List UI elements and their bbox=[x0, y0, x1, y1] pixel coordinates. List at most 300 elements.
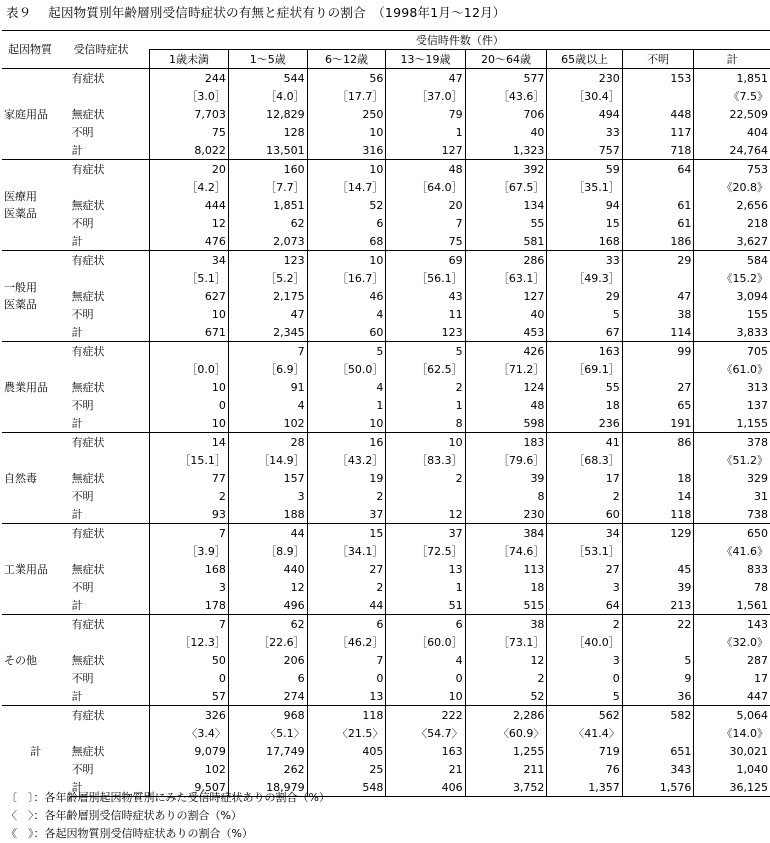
table-cell: 440 bbox=[228, 560, 307, 578]
table-cell: 627 bbox=[150, 287, 229, 305]
table-cell: ［4.2］ bbox=[150, 178, 229, 196]
symptom-label: 不明 bbox=[71, 307, 94, 321]
table-cell: ［63.1］ bbox=[465, 269, 547, 287]
table-row bbox=[2, 269, 770, 287]
table-cell: 11 bbox=[386, 305, 465, 323]
table-cell: 1,851 bbox=[228, 196, 307, 214]
table-cell bbox=[386, 487, 465, 505]
table-cell: 〈3.4〉 bbox=[150, 724, 229, 742]
table-cell: 598 bbox=[465, 414, 547, 433]
table-cell: 8 bbox=[386, 414, 465, 433]
header-age-3: 13～19歳 bbox=[386, 50, 465, 69]
table-cell: 52 bbox=[465, 687, 547, 706]
note-line: 〈 〉：各年齢層別受信時症状ありの割合（%） bbox=[6, 809, 242, 822]
table-cell: 651 bbox=[622, 742, 694, 760]
symptom-label: 不明 bbox=[71, 489, 94, 503]
table-cell: 12 bbox=[465, 651, 547, 669]
table-cell: 444 bbox=[150, 196, 229, 214]
table-cell: 7 bbox=[150, 524, 229, 543]
table-cell: 3,752 bbox=[465, 778, 547, 797]
table-cell: 406 bbox=[386, 778, 465, 797]
table-cell: ［30.4］ bbox=[547, 87, 622, 105]
table-cell: 67 bbox=[547, 323, 622, 342]
table-cell: 19 bbox=[307, 469, 386, 487]
table-cell: 2 bbox=[465, 669, 547, 687]
table-cell: 52 bbox=[307, 196, 386, 214]
table-cell: 3,833 bbox=[694, 323, 770, 342]
table-cell: 230 bbox=[465, 505, 547, 524]
table-cell: 3 bbox=[547, 578, 622, 596]
table-row bbox=[2, 69, 770, 88]
symptom-label: 計 bbox=[70, 232, 150, 251]
symptom-label: 有症状 bbox=[70, 706, 150, 725]
table-cell: 〈60.9〉 bbox=[465, 724, 547, 742]
table-cell: 7 bbox=[150, 615, 229, 634]
table-cell: 39 bbox=[622, 578, 694, 596]
table-cell: 211 bbox=[465, 760, 547, 778]
table-cell: 378 bbox=[694, 433, 770, 452]
table-cell: 14 bbox=[150, 433, 229, 452]
table-cell: 326 bbox=[150, 706, 229, 725]
table-row bbox=[2, 396, 770, 414]
table-row bbox=[2, 615, 770, 634]
table-cell: 10 bbox=[307, 123, 386, 141]
table-cell: 18 bbox=[622, 469, 694, 487]
table-cell: 29 bbox=[547, 287, 622, 305]
table-cell: 183 bbox=[465, 433, 547, 452]
table-cell: 213 bbox=[622, 596, 694, 615]
table-cell: 719 bbox=[547, 742, 622, 760]
table-cell bbox=[622, 724, 694, 742]
table-cell: 191 bbox=[622, 414, 694, 433]
table-cell: 2,345 bbox=[228, 323, 307, 342]
table-cell bbox=[150, 342, 229, 361]
symptom-label: 計 bbox=[70, 778, 150, 797]
table-cell: 168 bbox=[547, 232, 622, 251]
table-cell: 55 bbox=[547, 378, 622, 396]
category-label: 計 bbox=[2, 706, 70, 797]
table-cell: 2 bbox=[307, 578, 386, 596]
table-row bbox=[2, 505, 770, 524]
table-cell: 3,094 bbox=[694, 287, 770, 305]
table-cell: 1 bbox=[386, 123, 465, 141]
table-cell: 12 bbox=[150, 214, 229, 232]
table-cell bbox=[622, 451, 694, 469]
table-cell: 17,749 bbox=[228, 742, 307, 760]
header-origin: 起因物質 bbox=[2, 31, 70, 69]
table-cell: 27 bbox=[307, 560, 386, 578]
table-cell: 34 bbox=[547, 524, 622, 543]
table-cell: 548 bbox=[307, 778, 386, 797]
data-table bbox=[2, 30, 770, 797]
symptom-label: 有症状 bbox=[70, 615, 150, 634]
symptom-label bbox=[70, 87, 150, 105]
table-cell: 64 bbox=[547, 596, 622, 615]
header-age-2: 6～12歳 bbox=[307, 50, 386, 69]
table-cell: 7 bbox=[307, 651, 386, 669]
table-cell: 5 bbox=[386, 342, 465, 361]
table-cell: 10 bbox=[307, 160, 386, 179]
table-cell: 3 bbox=[228, 487, 307, 505]
table-cell: 78 bbox=[694, 578, 770, 596]
table-cell: 236 bbox=[547, 414, 622, 433]
table-row bbox=[2, 633, 770, 651]
table-cell: 《14.0》 bbox=[694, 724, 770, 742]
table-cell: 757 bbox=[547, 141, 622, 160]
table-cell: 47 bbox=[622, 287, 694, 305]
table-title: 表９ 起因物質別年齢層別受信時症状の有無と症状有りの割合 （1998年1月～12月） bbox=[6, 5, 506, 20]
table-cell: 33 bbox=[547, 123, 622, 141]
table-cell: 47 bbox=[228, 305, 307, 323]
table-cell: 21 bbox=[386, 760, 465, 778]
table-cell: 57 bbox=[150, 687, 229, 706]
table-cell: 262 bbox=[228, 760, 307, 778]
table-cell: 9,079 bbox=[150, 742, 229, 760]
table-cell: 8 bbox=[465, 487, 547, 505]
table-cell: 75 bbox=[150, 123, 229, 141]
table-cell: 494 bbox=[547, 105, 622, 123]
table-cell: 27 bbox=[547, 560, 622, 578]
table-cell: 15 bbox=[547, 214, 622, 232]
table-cell: 329 bbox=[694, 469, 770, 487]
table-cell: 117 bbox=[622, 123, 694, 141]
table-cell: 582 bbox=[622, 706, 694, 725]
table-cell: 2 bbox=[307, 487, 386, 505]
table-cell: 671 bbox=[150, 323, 229, 342]
table-cell: 48 bbox=[465, 396, 547, 414]
table-cell: 6 bbox=[386, 615, 465, 634]
table-cell: ［40.0］ bbox=[547, 633, 622, 651]
table-cell: 18 bbox=[547, 396, 622, 414]
table-cell: ［60.0］ bbox=[386, 633, 465, 651]
table-cell: 〈5.1〉 bbox=[228, 724, 307, 742]
table-cell: 738 bbox=[694, 505, 770, 524]
symptom-label: 無症状 bbox=[71, 562, 105, 576]
table-cell: ［69.1］ bbox=[547, 360, 622, 378]
table-cell: 28 bbox=[228, 433, 307, 452]
symptom-label bbox=[70, 724, 150, 742]
note-line: 〔 〕：各年齢層別起因物質別にみた受信時症状ありの割合（%） bbox=[6, 791, 330, 804]
symptom-label: 不明 bbox=[71, 398, 94, 412]
table-cell: 86 bbox=[622, 433, 694, 452]
table-cell: 9 bbox=[622, 669, 694, 687]
symptom-label: 計 bbox=[70, 141, 150, 160]
table-cell: 316 bbox=[307, 141, 386, 160]
symptom-label: 不明 bbox=[71, 671, 94, 685]
category-label: その他 bbox=[2, 615, 70, 706]
table-cell: 5,064 bbox=[694, 706, 770, 725]
table-cell: 1,576 bbox=[622, 778, 694, 797]
table-cell: ［35.1］ bbox=[547, 178, 622, 196]
table-cell: 968 bbox=[228, 706, 307, 725]
table-cell: 128 bbox=[228, 123, 307, 141]
table-cell: ［43.2］ bbox=[307, 451, 386, 469]
table-cell: 705 bbox=[694, 342, 770, 361]
category-label: 一般用 医薬品 bbox=[2, 251, 70, 342]
table-cell: 10 bbox=[386, 687, 465, 706]
table-cell: 5 bbox=[307, 342, 386, 361]
table-cell: 30,021 bbox=[694, 742, 770, 760]
table-cell: ［5.2］ bbox=[228, 269, 307, 287]
table-cell: 206 bbox=[228, 651, 307, 669]
table-cell: 1,851 bbox=[694, 69, 770, 88]
table-row bbox=[2, 724, 770, 742]
table-cell: 36,125 bbox=[694, 778, 770, 797]
table-cell: 0 bbox=[547, 669, 622, 687]
table-cell: ［14.7］ bbox=[307, 178, 386, 196]
table-cell: 3,627 bbox=[694, 232, 770, 251]
symptom-label bbox=[70, 542, 150, 560]
table-cell: 426 bbox=[465, 342, 547, 361]
symptom-label bbox=[70, 178, 150, 196]
symptom-label: 不明 bbox=[71, 580, 94, 594]
table-cell: 48 bbox=[386, 160, 465, 179]
table-cell: 69 bbox=[386, 251, 465, 270]
table-cell: 24,764 bbox=[694, 141, 770, 160]
table-cell: ［34.1］ bbox=[307, 542, 386, 560]
table-cell: 62 bbox=[228, 214, 307, 232]
table-cell: 447 bbox=[694, 687, 770, 706]
header-group: 受信時件数（件） bbox=[150, 31, 770, 50]
table-cell: ［83.3］ bbox=[386, 451, 465, 469]
table-cell: 99 bbox=[622, 342, 694, 361]
table-cell: 8,022 bbox=[150, 141, 229, 160]
table-cell: 0 bbox=[307, 669, 386, 687]
category-label: 自然毒 bbox=[2, 433, 70, 524]
table-row bbox=[2, 433, 770, 452]
table-cell: 404 bbox=[694, 123, 770, 141]
table-cell: 515 bbox=[465, 596, 547, 615]
table-cell: 91 bbox=[228, 378, 307, 396]
table-row bbox=[2, 524, 770, 543]
table-row bbox=[2, 669, 770, 687]
table-row bbox=[2, 542, 770, 560]
table-cell: 62 bbox=[228, 615, 307, 634]
table-cell: 7 bbox=[386, 214, 465, 232]
symptom-label: 計 bbox=[70, 687, 150, 706]
table-row bbox=[2, 87, 770, 105]
table-cell: 29 bbox=[622, 251, 694, 270]
table-cell: 20 bbox=[386, 196, 465, 214]
table-cell: 250 bbox=[307, 105, 386, 123]
table-cell bbox=[622, 633, 694, 651]
table-row bbox=[2, 287, 770, 305]
table-cell: 51 bbox=[386, 596, 465, 615]
table-cell: 4 bbox=[307, 305, 386, 323]
table-row bbox=[2, 251, 770, 270]
symptom-label: 有症状 bbox=[70, 251, 150, 270]
table-cell: 〈54.7〉 bbox=[386, 724, 465, 742]
table-cell: ［14.9］ bbox=[228, 451, 307, 469]
table-cell: 0 bbox=[150, 669, 229, 687]
symptom-label: 有症状 bbox=[70, 433, 150, 452]
table-cell: 384 bbox=[465, 524, 547, 543]
header-age-4: 20～64歳 bbox=[465, 50, 547, 69]
table-cell: 60 bbox=[307, 323, 386, 342]
table-cell: 94 bbox=[547, 196, 622, 214]
table-cell: 59 bbox=[547, 160, 622, 179]
table-cell: 2,286 bbox=[465, 706, 547, 725]
table-cell: 22 bbox=[622, 615, 694, 634]
table-cell: 405 bbox=[307, 742, 386, 760]
table-cell: 31 bbox=[694, 487, 770, 505]
table-cell: 《15.2》 bbox=[694, 269, 770, 287]
table-cell: 56 bbox=[307, 69, 386, 88]
note-line: 《 》：各起因物質別受信時症状ありの割合（%） bbox=[6, 827, 253, 840]
table-cell: 2 bbox=[150, 487, 229, 505]
table-row bbox=[2, 742, 770, 760]
table-row bbox=[2, 469, 770, 487]
table-cell: 2,656 bbox=[694, 196, 770, 214]
table-cell: 2 bbox=[386, 378, 465, 396]
table-cell bbox=[622, 542, 694, 560]
symptom-label: 有症状 bbox=[70, 524, 150, 543]
symptom-label: 無症状 bbox=[71, 471, 105, 485]
table-cell: 1,323 bbox=[465, 141, 547, 160]
table-row bbox=[2, 487, 770, 505]
table-cell: 《61.0》 bbox=[694, 360, 770, 378]
table-cell: 40 bbox=[465, 123, 547, 141]
table-cell: 20 bbox=[150, 160, 229, 179]
table-cell: 10 bbox=[307, 251, 386, 270]
table-cell: 9,507 bbox=[150, 778, 229, 797]
symptom-label bbox=[70, 451, 150, 469]
table-cell: 4 bbox=[307, 378, 386, 396]
table-cell: ［50.0］ bbox=[307, 360, 386, 378]
table-cell: 1,255 bbox=[465, 742, 547, 760]
table-cell: 584 bbox=[694, 251, 770, 270]
table-cell: ［53.1］ bbox=[547, 542, 622, 560]
category-label: 工業用品 bbox=[2, 524, 70, 615]
table-cell: 50 bbox=[150, 651, 229, 669]
table-cell: 544 bbox=[228, 69, 307, 88]
table-cell: 118 bbox=[622, 505, 694, 524]
table-cell: 7 bbox=[228, 342, 307, 361]
table-cell: ［3.9］ bbox=[150, 542, 229, 560]
table-cell: ［16.7］ bbox=[307, 269, 386, 287]
table-cell: 4 bbox=[228, 396, 307, 414]
table-cell: 5 bbox=[622, 651, 694, 669]
table-cell: 93 bbox=[150, 505, 229, 524]
table-cell bbox=[622, 87, 694, 105]
table-cell: ［71.2］ bbox=[465, 360, 547, 378]
table-cell: 6 bbox=[307, 214, 386, 232]
table-cell: 1,155 bbox=[694, 414, 770, 433]
table-cell: ［43.6］ bbox=[465, 87, 547, 105]
table-cell: 6 bbox=[307, 615, 386, 634]
table-cell bbox=[622, 360, 694, 378]
table-cell: 64 bbox=[622, 160, 694, 179]
table-cell: 37 bbox=[307, 505, 386, 524]
table-cell: 34 bbox=[150, 251, 229, 270]
table-cell: 286 bbox=[465, 251, 547, 270]
symptom-label: 無症状 bbox=[71, 380, 105, 394]
symptom-label: 計 bbox=[70, 505, 150, 524]
table-cell: 186 bbox=[622, 232, 694, 251]
table-cell: 127 bbox=[386, 141, 465, 160]
table-row bbox=[2, 342, 770, 361]
table-cell: ［22.6］ bbox=[228, 633, 307, 651]
table-cell: 39 bbox=[465, 469, 547, 487]
table-cell: 706 bbox=[465, 105, 547, 123]
table-cell: 2,175 bbox=[228, 287, 307, 305]
table-cell: 12 bbox=[228, 578, 307, 596]
table-cell: 577 bbox=[465, 69, 547, 88]
table-cell: 2 bbox=[386, 469, 465, 487]
table-cell: 27 bbox=[622, 378, 694, 396]
table-row bbox=[2, 414, 770, 433]
table-cell: 5 bbox=[547, 687, 622, 706]
table-cell: 38 bbox=[622, 305, 694, 323]
table-cell: 476 bbox=[150, 232, 229, 251]
table-cell: 〈41.4〉 bbox=[547, 724, 622, 742]
table-cell: 47 bbox=[386, 69, 465, 88]
table-cell: ［74.6］ bbox=[465, 542, 547, 560]
table-cell: 230 bbox=[547, 69, 622, 88]
header-age-7: 計 bbox=[694, 50, 770, 69]
table-cell: ［12.3］ bbox=[150, 633, 229, 651]
table-row bbox=[2, 706, 770, 725]
table-cell: 448 bbox=[622, 105, 694, 123]
table-row bbox=[2, 687, 770, 706]
table-row bbox=[2, 214, 770, 232]
table-cell: 118 bbox=[307, 706, 386, 725]
table-cell: ［67.5］ bbox=[465, 178, 547, 196]
table-cell: ［64.0］ bbox=[386, 178, 465, 196]
table-row bbox=[2, 232, 770, 251]
table-cell: 〈21.5〉 bbox=[307, 724, 386, 742]
table-cell: 10 bbox=[307, 414, 386, 433]
table-cell: 38 bbox=[465, 615, 547, 634]
table-cell: 4 bbox=[386, 651, 465, 669]
table-row bbox=[2, 305, 770, 323]
table-cell: 178 bbox=[150, 596, 229, 615]
symptom-label: 有症状 bbox=[70, 160, 150, 179]
symptom-label: 不明 bbox=[71, 762, 94, 776]
table-cell: 13,501 bbox=[228, 141, 307, 160]
symptom-label: 計 bbox=[70, 596, 150, 615]
table-cell: 55 bbox=[465, 214, 547, 232]
table-cell: ［4.0］ bbox=[228, 87, 307, 105]
table-cell: 581 bbox=[465, 232, 547, 251]
table-cell: ［5.1］ bbox=[150, 269, 229, 287]
table-cell: 562 bbox=[547, 706, 622, 725]
table-cell: 168 bbox=[150, 560, 229, 578]
table-row bbox=[2, 451, 770, 469]
table-cell: 113 bbox=[465, 560, 547, 578]
table-cell: 79 bbox=[386, 105, 465, 123]
table-cell: ［79.6］ bbox=[465, 451, 547, 469]
table-row bbox=[2, 360, 770, 378]
table-cell: 77 bbox=[150, 469, 229, 487]
table-cell: 10 bbox=[150, 378, 229, 396]
table-cell: 163 bbox=[386, 742, 465, 760]
table-cell: ［56.1］ bbox=[386, 269, 465, 287]
table-cell: 3 bbox=[150, 578, 229, 596]
table-row bbox=[2, 560, 770, 578]
table-row bbox=[2, 323, 770, 342]
table-cell: 18,979 bbox=[228, 778, 307, 797]
table-cell: 1 bbox=[386, 396, 465, 414]
table-cell: ［7.7］ bbox=[228, 178, 307, 196]
table-cell: 10 bbox=[150, 305, 229, 323]
table-cell: 65 bbox=[622, 396, 694, 414]
table-cell: 163 bbox=[547, 342, 622, 361]
table-cell: 41 bbox=[547, 433, 622, 452]
table-cell: 155 bbox=[694, 305, 770, 323]
table-cell: ［37.0］ bbox=[386, 87, 465, 105]
table-body bbox=[2, 69, 770, 797]
